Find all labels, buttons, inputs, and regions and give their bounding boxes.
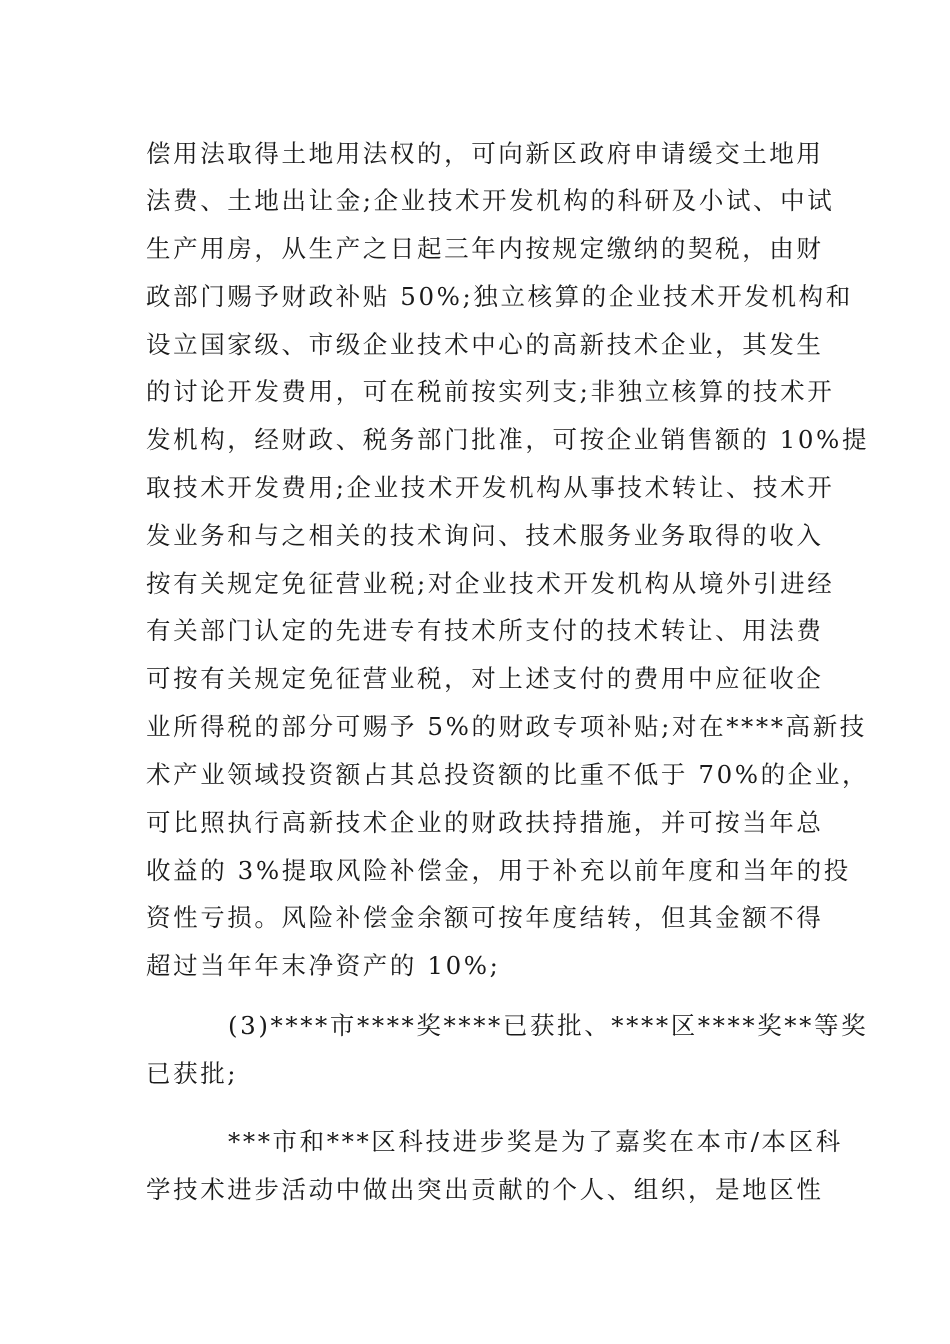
text-line-indented: (3)****市****奖****已获批、****区****奖**等奖: [228, 1011, 869, 1040]
text-line: 资性亏损。风险补偿金余额可按年度结转，但其金额不得: [146, 903, 824, 932]
text-line: 生产用房，从生产之日起三年内按规定缴纳的契税，由财: [146, 234, 824, 263]
text-line: 可按有关规定免征营业税，对上述支付的费用中应征收企: [146, 664, 824, 693]
text-line: 业所得税的部分可赐予 5%的财政专项补贴;对在****高新技: [146, 712, 867, 741]
text-line: 收益的 3%提取风险补偿金，用于补充以前年度和当年的投: [146, 856, 851, 885]
text-line-indented: ***市和***区科技进步奖是为了嘉奖在本市/本区科: [228, 1127, 843, 1156]
text-line: 超过当年年末净资产的 10%;: [146, 951, 501, 980]
text-line: 发业务和与之相关的技术询问、技术服务业务取得的收入: [146, 521, 824, 550]
text-line: 发机构，经财政、税务部门批准，可按企业销售额的 10%提: [146, 425, 870, 454]
text-line: 设立国家级、市级企业技术中心的高新技术企业，其发生: [146, 330, 824, 359]
text-line: 已获批;: [146, 1059, 239, 1088]
text-line: 取技术开发费用;企业技术开发机构从事技术转让、技术开: [146, 473, 835, 502]
text-line: 有关部门认定的先进专有技术所支付的技术转让、用法费: [146, 616, 824, 645]
text-line: 术产业领域投资额占其总投资额的比重不低于 70%的企业，: [146, 760, 870, 789]
text-line: 按有关规定免征营业税;对企业技术开发机构从境外引进经: [146, 569, 835, 598]
text-line: 法费、土地出让金;企业技术开发机构的科研及小试、中试: [146, 186, 835, 215]
text-line: 可比照执行高新技术企业的财政扶持措施，并可按当年总: [146, 808, 824, 837]
text-line: 偿用法取得土地用法权的，可向新区政府申请缓交土地用: [146, 139, 824, 168]
text-line: 的讨论开发费用，可在税前按实列支;非独立核算的技术开: [146, 377, 835, 406]
text-line: 政部门赐予财政补贴 50%;独立核算的企业技术开发机构和: [146, 282, 853, 311]
text-line: 学技术进步活动中做出突出贡献的个人、组织，是地区性: [146, 1175, 824, 1204]
